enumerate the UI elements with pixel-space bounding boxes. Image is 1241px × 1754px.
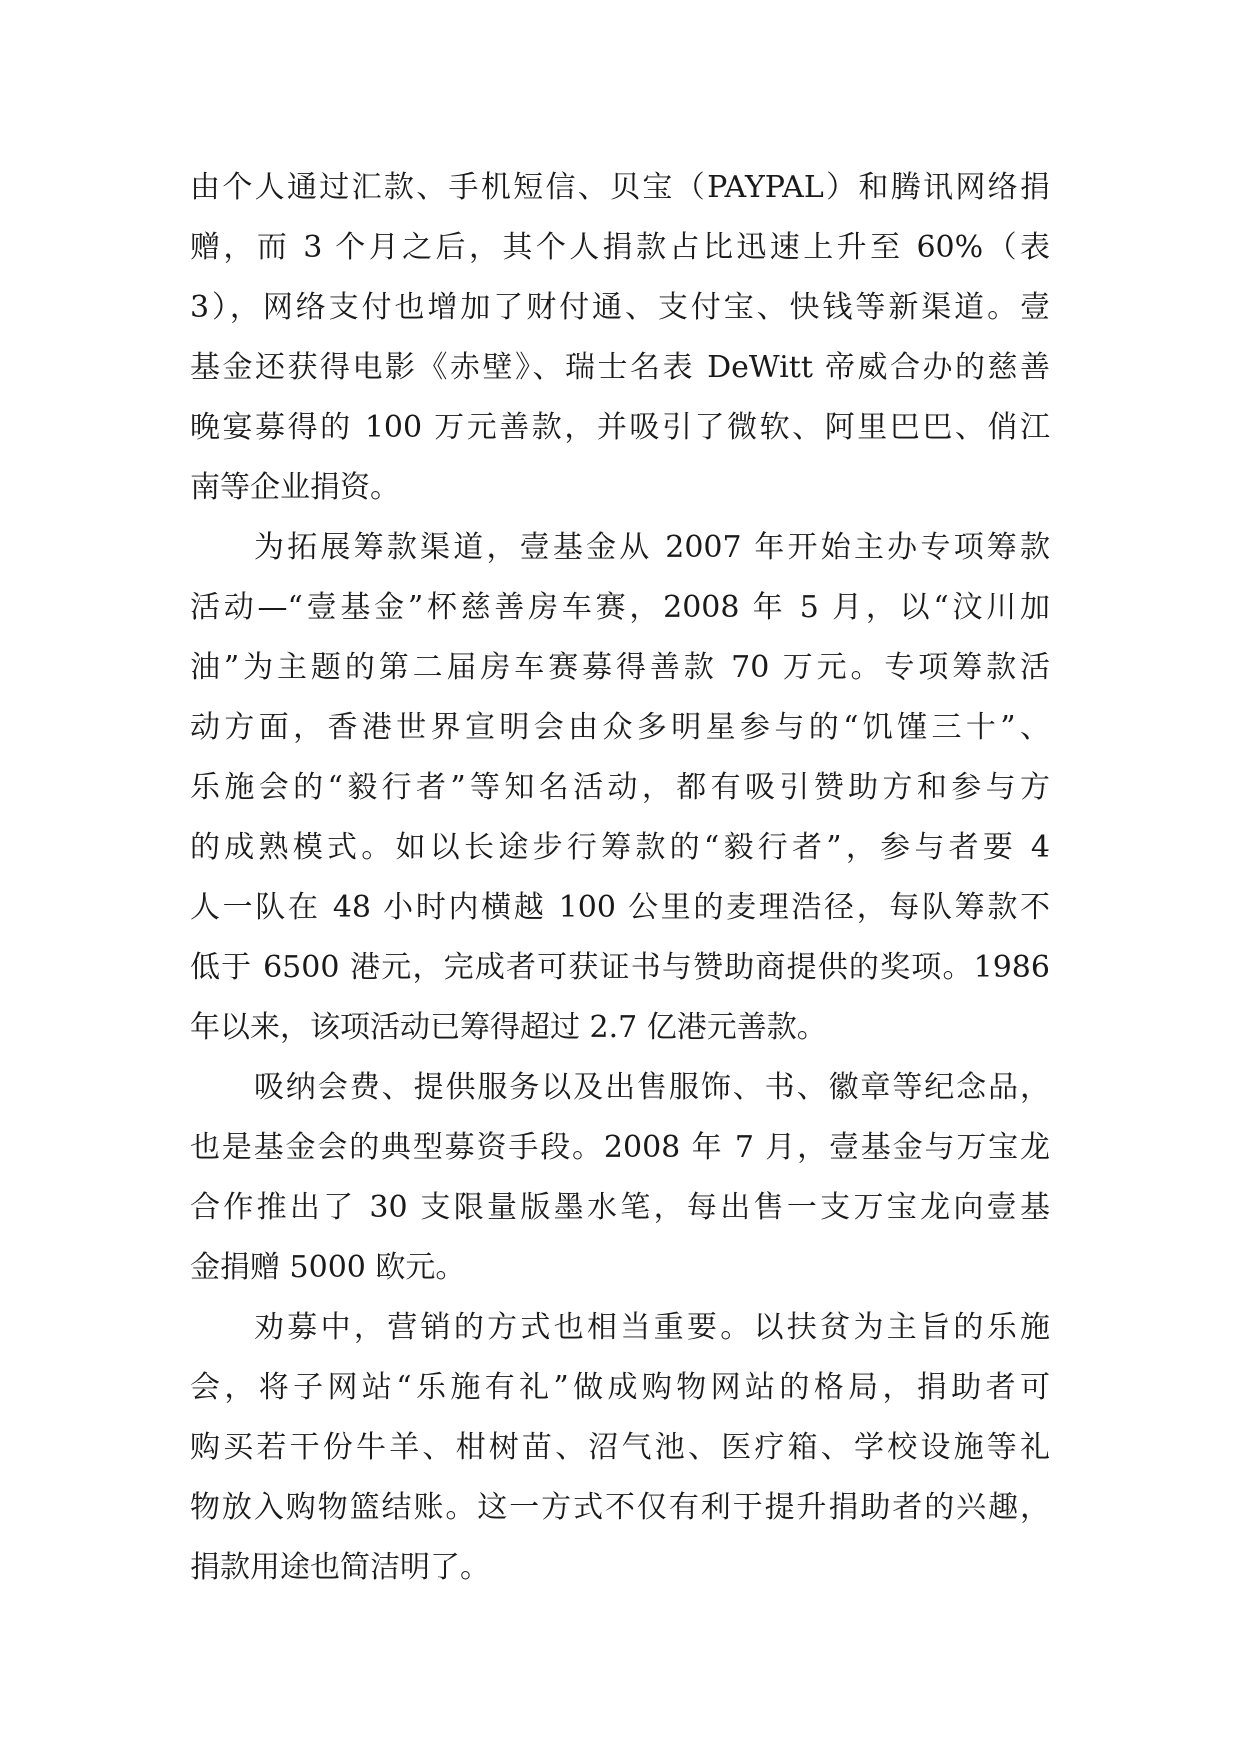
paragraph-1-line-6: 南等企业捐资。 <box>190 470 400 505</box>
paragraph-2-line-1: 为拓展筹款渠道，壹基金从 2007 年开始主办专项筹款 <box>254 530 1050 565</box>
paragraph-1-line-4: 基金还获得电影《赤壁》、瑞士名表 DeWitt 帝威合办的慈善 <box>190 350 1050 385</box>
paragraph-3-line-3: 合作推出了 30 支限量版墨水笔，每出售一支万宝龙向壹基 <box>190 1190 1050 1225</box>
body-text <box>190 158 1050 1598</box>
paragraph-2-line-6: 的成熟模式。如以长途步行筹款的“毅行者”，参与者要 4 <box>190 830 1050 865</box>
paragraph-1-line-1: 由个人通过汇款、手机短信、贝宝（PAYPAL）和腾讯网络捐 <box>190 170 1050 205</box>
paragraph-2-line-7: 人一队在 48 小时内横越 100 公里的麦理浩径，每队筹款不 <box>190 890 1050 925</box>
paragraph-2-line-3: 油”为主题的第二届房车赛募得善款 70 万元。专项筹款活 <box>190 650 1050 685</box>
paragraph-2-line-4: 动方面，香港世界宣明会由众多明星参与的“饥馑三十”、 <box>190 710 1050 745</box>
paragraph-4-line-2: 会，将子网站“乐施有礼”做成购物网站的格局，捐助者可 <box>190 1370 1050 1405</box>
paragraph-4-line-3: 购买若干份牛羊、柑树苗、沼气池、医疗箱、学校设施等礼 <box>190 1430 1050 1465</box>
paragraph-3-line-4: 金捐赠 5000 欧元。 <box>190 1250 466 1285</box>
paragraph-2-line-9: 年以来，该项活动已筹得超过 2.7 亿港元善款。 <box>190 1010 827 1045</box>
paragraph-2-line-5: 乐施会的“毅行者”等知名活动，都有吸引赞助方和参与方 <box>190 770 1050 805</box>
paragraph-2-line-2: 活动—“壹基金”杯慈善房车赛，2008 年 5 月，以“汶川加 <box>190 590 1050 625</box>
paragraph-1-line-2: 赠，而 3 个月之后，其个人捐款占比迅速上升至 60%（表 <box>190 230 1050 265</box>
paragraph-4-line-1: 劝募中，营销的方式也相当重要。以扶贫为主旨的乐施 <box>254 1310 1050 1345</box>
paragraph-2-line-8: 低于 6500 港元，完成者可获证书与赞助商提供的奖项。1986 <box>190 950 1050 985</box>
paragraph-1-line-5: 晚宴募得的 100 万元善款，并吸引了微软、阿里巴巴、俏江 <box>190 410 1050 445</box>
paragraph-3-line-1: 吸纳会费、提供服务以及出售服饰、书、徽章等纪念品， <box>254 1070 1050 1105</box>
paragraph-3-line-2: 也是基金会的典型募资手段。2008 年 7 月，壹基金与万宝龙 <box>190 1130 1050 1165</box>
paragraph-4-line-5: 捐款用途也简洁明了。 <box>190 1550 490 1585</box>
paragraph-4-line-4: 物放入购物篮结账。这一方式不仅有利于提升捐助者的兴趣， <box>190 1490 1050 1525</box>
paragraph-1-line-3: 3），网络支付也增加了财付通、支付宝、快钱等新渠道。壹 <box>190 290 1050 325</box>
